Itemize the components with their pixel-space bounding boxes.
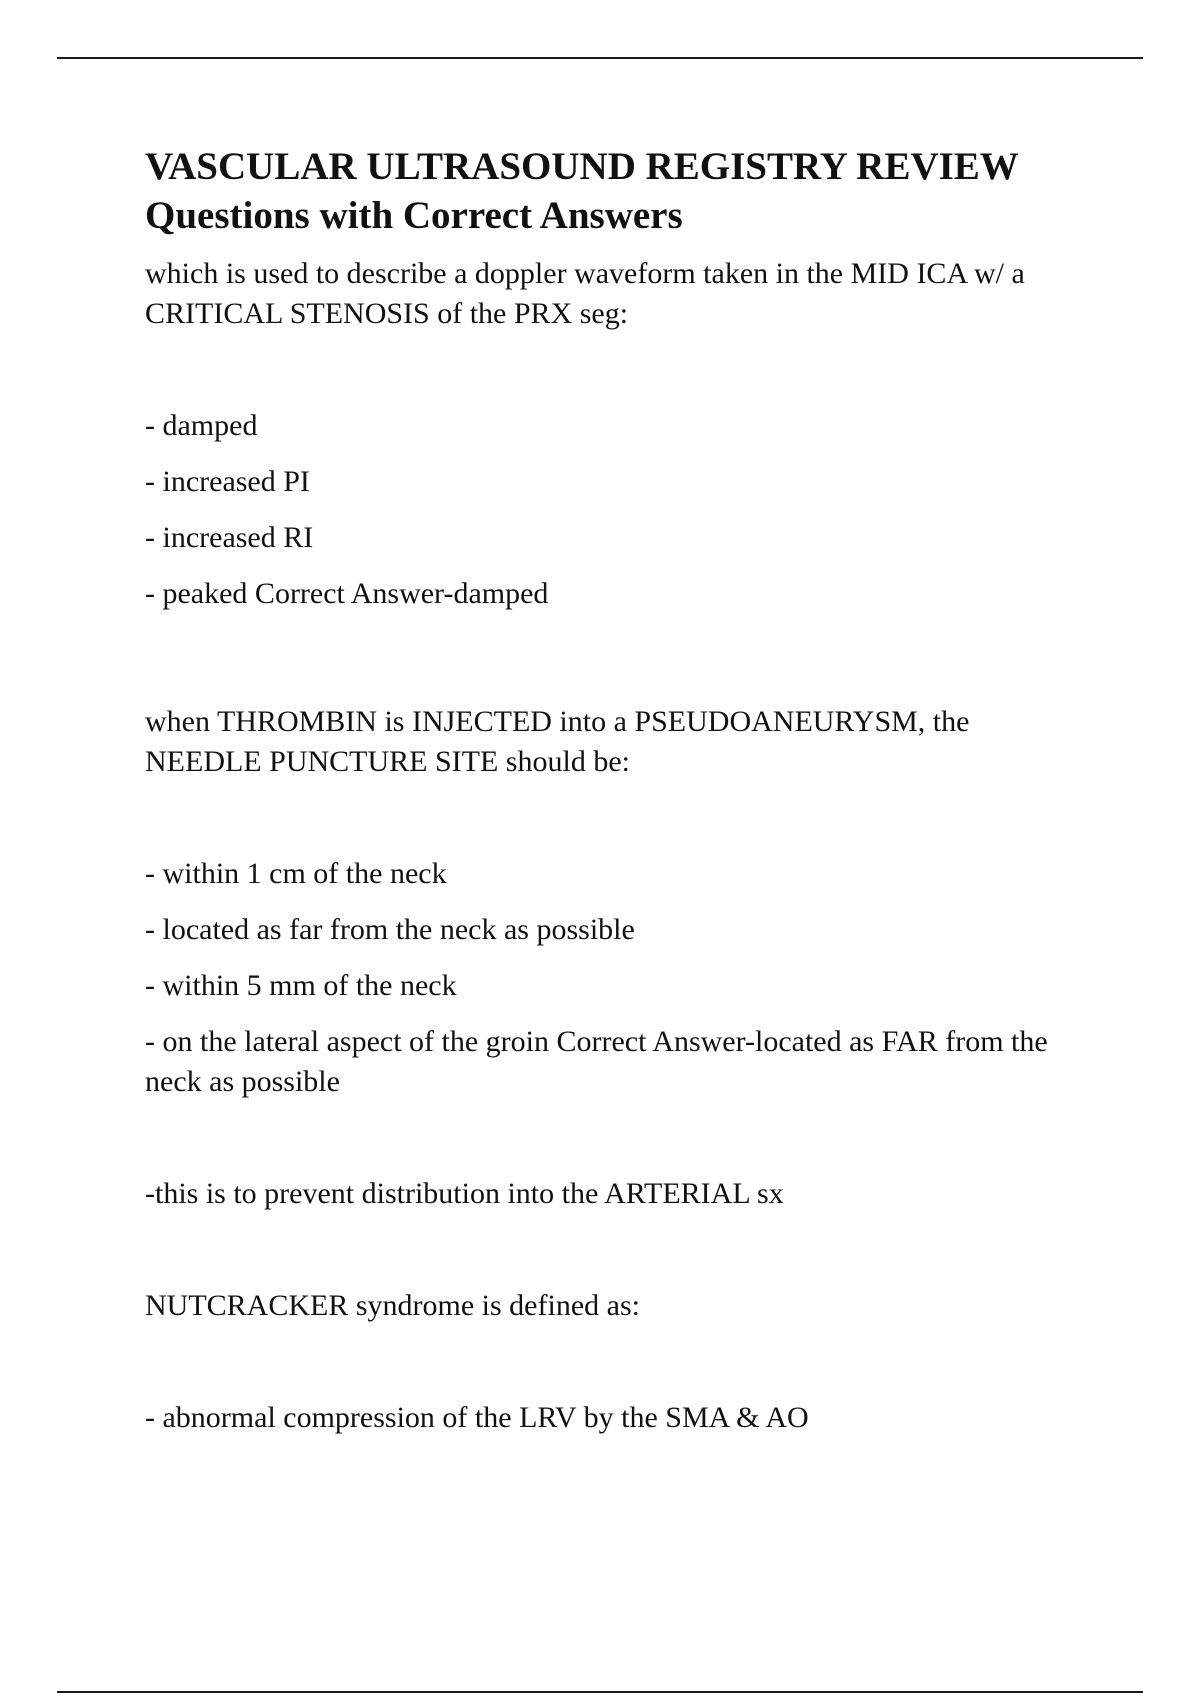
question-1-option-answer: - peaked Correct Answer-damped <box>145 577 549 610</box>
question-1-options <box>145 406 1085 614</box>
document-title <box>145 142 1085 240</box>
question-1-option: - damped <box>145 409 258 442</box>
title-line-1: VASCULAR ULTRASOUND REGISTRY REVIEW <box>145 145 1019 188</box>
document-body <box>145 142 1085 1454</box>
spacer <box>145 1214 1085 1286</box>
title-line-2: Questions with Correct Answers <box>145 194 683 237</box>
top-divider <box>57 57 1143 59</box>
question-1-text: which is used to describe a doppler waveform taken in the MID ICA w/ a CRITICAL STENOSIS of the PRX seg: <box>145 257 1025 330</box>
question-2-text: when THROMBIN is INJECTED into a PSEUDOANEURYSM, the NEEDLE PUNCTURE SITE should be: <box>145 705 970 778</box>
spacer <box>145 1118 1085 1174</box>
spacer <box>145 630 1085 702</box>
question-2-option-answer: - on the lateral aspect of the groin Correct Answer-located as FAR from the neck as possible <box>145 1025 1048 1098</box>
question-1-option: - increased RI <box>145 521 314 554</box>
question-2-option: - within 5 mm of the neck <box>145 969 457 1002</box>
question-2-options <box>145 854 1085 1102</box>
question-2-option: - within 1 cm of the neck <box>145 857 447 890</box>
question-2-note: -this is to prevent distribution into the ARTERIAL sx <box>145 1177 784 1210</box>
question-3-text: NUTCRACKER syndrome is defined as: <box>145 1289 640 1322</box>
question-3-options <box>145 1398 1085 1438</box>
question-1-option: - increased PI <box>145 465 310 498</box>
bottom-divider <box>57 1691 1143 1693</box>
question-3-option: - abnormal compression of the LRV by the SMA & AO <box>145 1401 809 1434</box>
question-2-option: - located as far from the neck as possible <box>145 913 635 946</box>
